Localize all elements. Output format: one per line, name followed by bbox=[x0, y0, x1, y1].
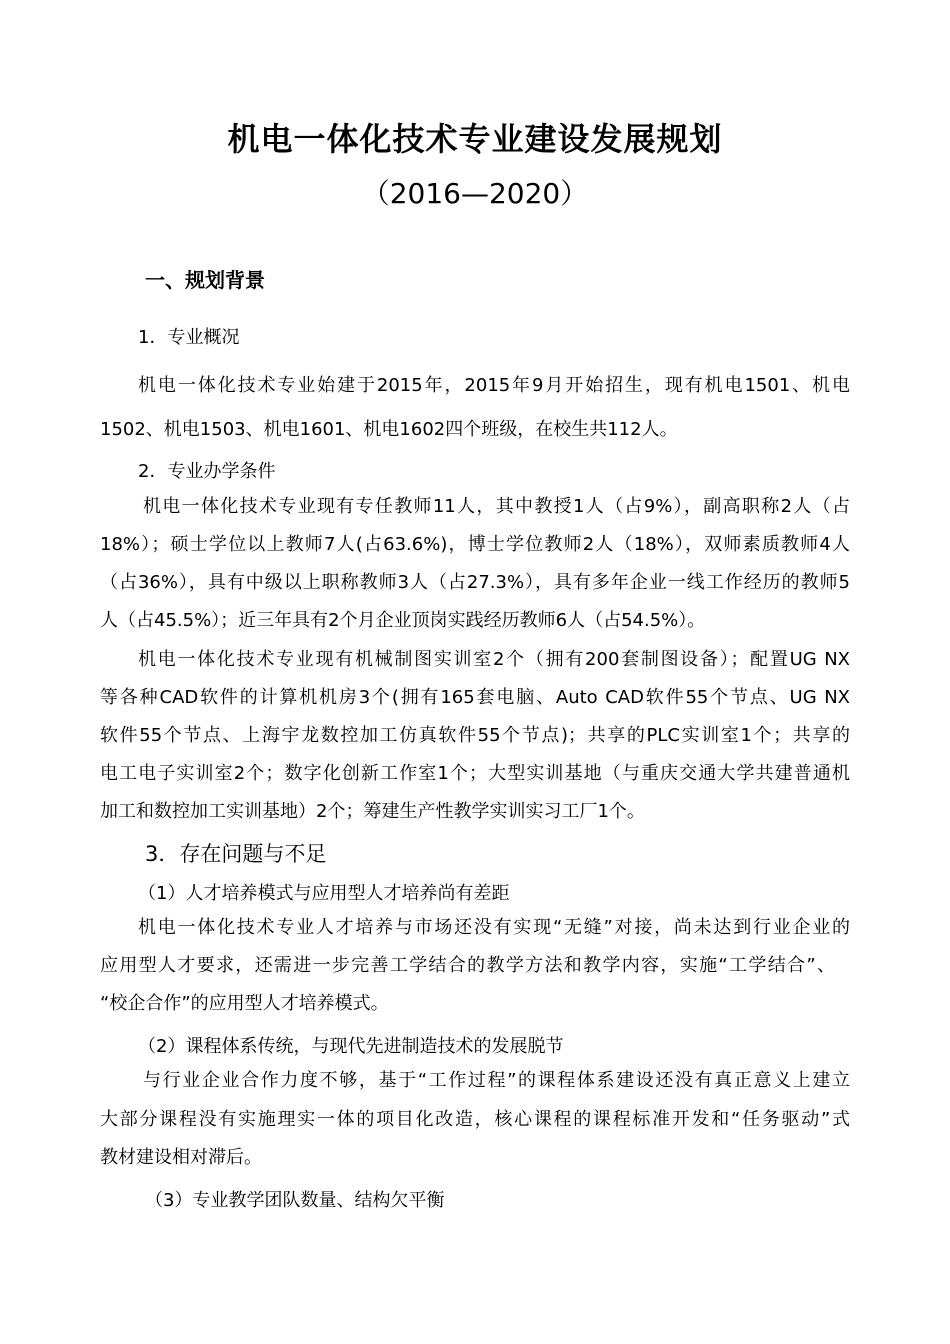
paragraph-line: 机电一体化技术专业始建于2015年，2015年9月开始招生，现有机电1501、机电 bbox=[138, 375, 850, 396]
subsection-heading-overview: 1．专业概况 bbox=[138, 327, 240, 348]
document-title: 机电一体化技术专业建设发展规划 bbox=[227, 120, 723, 158]
paragraph-line: 应用型人才要求，还需进一步完善工学结合的教学方法和教学内容，实施“工学结合”、 bbox=[100, 955, 835, 976]
paragraph-line: 软件55个节点、上海宇龙数控加工仿真软件55个节点)；共享的PLC实训室1个；共享的 bbox=[100, 725, 850, 746]
problem-item-heading: （3）专业教学团队数量、结构欠平衡 bbox=[145, 1190, 445, 1211]
problem-item-heading: （2）课程体系传统，与现代先进制造技术的发展脱节 bbox=[138, 1036, 564, 1057]
subsection-heading-problems: 3．存在问题与不足 bbox=[145, 842, 327, 866]
paragraph-line: 机电一体化技术专业人才培养与市场还没有实现“无缝”对接，尚未达到行业企业的 bbox=[138, 917, 850, 938]
paragraph-line: 与行业企业合作力度不够，基于“工作过程”的课程体系建设还没有真正意义上建立 bbox=[143, 1070, 850, 1091]
subsection-heading-conditions: 2．专业办学条件 bbox=[138, 461, 276, 482]
paragraph-line: 等各种CAD软件的计算机机房3个(拥有165套电脑、Auto CAD软件55个节点、UG NX bbox=[100, 687, 850, 708]
paragraph-line: 机电一体化技术专业现有专任教师11人，其中教授1人（占9%），副高职称2人（占 bbox=[143, 496, 850, 517]
paragraph-line: 电工电子实训室2个；数字化创新工作室1个；大型实训基地（与重庆交通大学共建普通机 bbox=[100, 763, 850, 784]
section-heading-background: 一、规划背景 bbox=[145, 268, 265, 292]
paragraph-line: “校企合作”的应用型人才培养模式。 bbox=[100, 993, 389, 1014]
paragraph-line: 机电一体化技术专业现有机械制图实训室2个（拥有200套制图设备）；配置UG NX bbox=[138, 649, 850, 670]
paragraph-line: 大部分课程没有实施理实一体的项目化改造，核心课程的课程标准开发和“任务驱动”式 bbox=[100, 1109, 850, 1130]
paragraph-line: 人（占45.5%）；近三年具有2个月企业顶岗实践经历教师6人（占54.5%）。 bbox=[100, 610, 706, 631]
paragraph-line: 教材建设相对滞后。 bbox=[100, 1147, 262, 1168]
problem-item-heading: （1）人才培养模式与应用型人才培养尚有差距 bbox=[138, 883, 510, 904]
paragraph-line: 1502、机电1503、机电1601、机电1602四个班级，在校生共112人。 bbox=[100, 419, 678, 440]
paragraph-line: 加工和数控加工实训基地）2个；筹建生产性教学实训实习工厂1个。 bbox=[100, 801, 645, 822]
paragraph-line: 18%）；硕士学位以上教师7人(占63.6%)，博士学位教师2人（18%），双师素质教师4人 bbox=[100, 534, 850, 555]
document-subtitle: （2016—2020） bbox=[361, 177, 589, 210]
paragraph-line: （占36%），具有中级以上职称教师3人（占27.3%），具有多年企业一线工作经历的教师5 bbox=[100, 572, 850, 593]
